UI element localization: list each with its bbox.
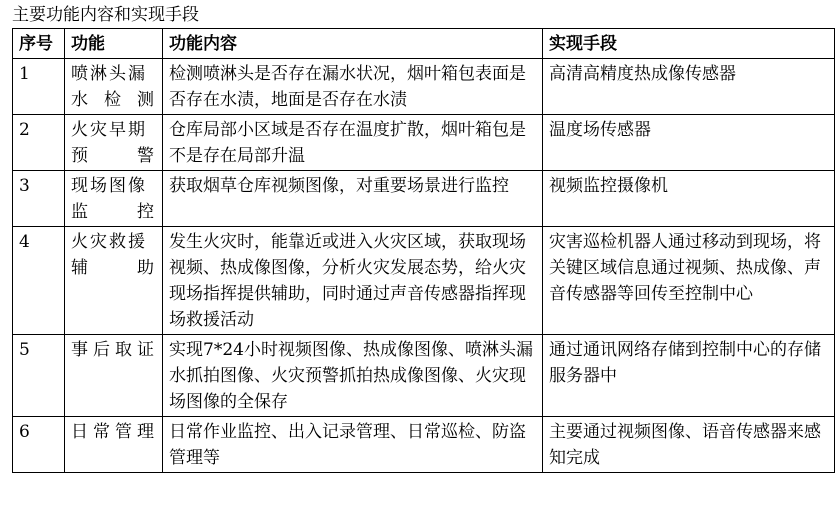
table-row — [13, 171, 835, 227]
header-content: 功能内容 — [163, 29, 543, 59]
row-method: 视频监控摄像机 — [543, 171, 835, 227]
header-num: 序号 — [13, 29, 65, 59]
row-function: 日常管理 — [65, 417, 163, 473]
row-function: 火灾早期预警 — [65, 115, 163, 171]
row-content: 获取烟草仓库视频图像，对重要场景进行监控 — [163, 171, 543, 227]
function-table — [12, 28, 835, 473]
row-function: 火灾救援辅助 — [65, 227, 163, 335]
row-method: 高清高精度热成像传感器 — [543, 59, 835, 115]
row-num: 4 — [13, 227, 65, 335]
row-method: 灾害巡检机器人通过移动到现场，将关键区域信息通过视频、热成像、声音传感器等回传至控制中心 — [543, 227, 835, 335]
row-function: 事后取证 — [65, 335, 163, 417]
table-row — [13, 335, 835, 417]
row-num: 3 — [13, 171, 65, 227]
table-header-row — [13, 29, 835, 59]
table-row — [13, 59, 835, 115]
document-title: 主要功能内容和实现手段 — [12, 5, 199, 25]
row-num: 6 — [13, 417, 65, 473]
table-row — [13, 417, 835, 473]
row-method: 通过通讯网络存储到控制中心的存储服务器中 — [543, 335, 835, 417]
row-num: 5 — [13, 335, 65, 417]
row-content: 日常作业监控、出入记录管理、日常巡检、防盗管理等 — [163, 417, 543, 473]
header-function: 功能 — [65, 29, 163, 59]
row-method: 温度场传感器 — [543, 115, 835, 171]
row-function: 喷淋头漏水检测 — [65, 59, 163, 115]
row-content: 检测喷淋头是否存在漏水状况，烟叶箱包表面是否存在水渍，地面是否存在水渍 — [163, 59, 543, 115]
header-method: 实现手段 — [543, 29, 835, 59]
row-content: 发生火灾时，能靠近或进入火灾区域，获取现场视频、热成像图像，分析火灾发展态势，给火灾现场指挥提供辅助，同时通过声音传感器指挥现场救援活动 — [163, 227, 543, 335]
table-row — [13, 227, 835, 335]
row-num: 1 — [13, 59, 65, 115]
row-method: 主要通过视频图像、语音传感器来感知完成 — [543, 417, 835, 473]
row-content: 仓库局部小区域是否存在温度扩散，烟叶箱包是不是存在局部升温 — [163, 115, 543, 171]
row-function: 现场图像监控 — [65, 171, 163, 227]
row-content: 实现7*24小时视频图像、热成像图像、喷淋头漏水抓拍图像、火灾预警抓拍热成像图像、火灾现场图像的全保存 — [163, 335, 543, 417]
row-num: 2 — [13, 115, 65, 171]
table-row — [13, 115, 835, 171]
